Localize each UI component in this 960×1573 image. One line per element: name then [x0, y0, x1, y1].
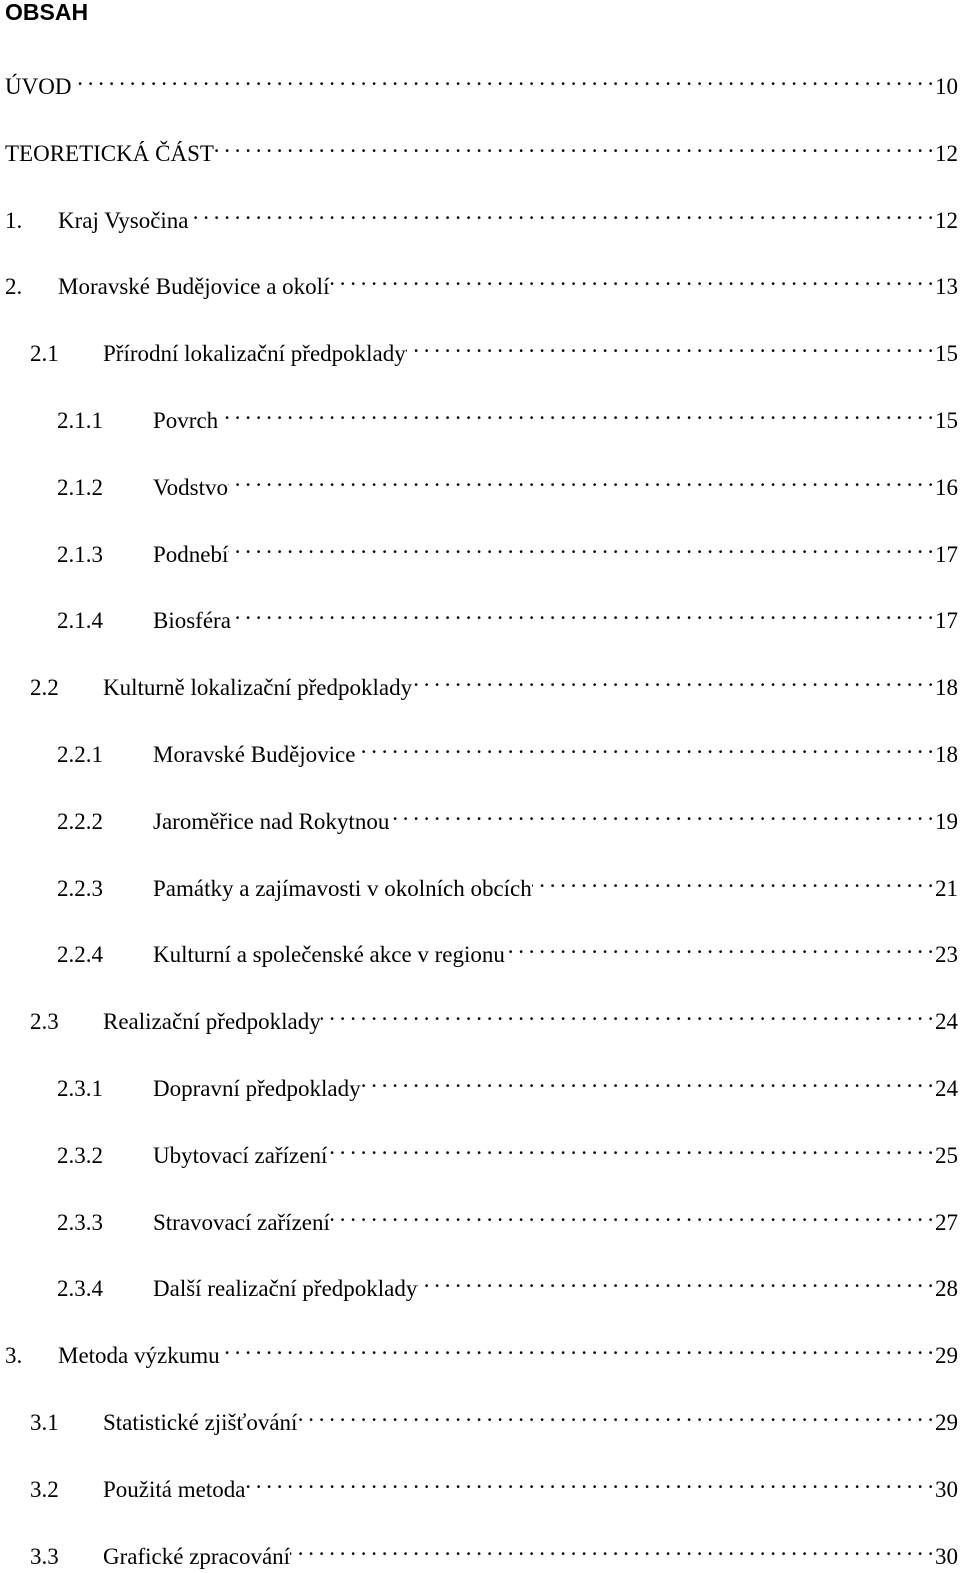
toc-entry[interactable]: [0, 596, 958, 633]
toc-entry-title: Biosféra: [153, 608, 231, 633]
toc-dot-leader: [245, 1465, 933, 1497]
toc-entry-number: 3.3: [30, 1544, 59, 1569]
toc-entry-title: Moravské Budějovice a okolí: [58, 274, 330, 299]
toc-entry[interactable]: [0, 463, 958, 500]
toc-entry-title: Použitá metoda: [103, 1477, 246, 1502]
toc-entry[interactable]: [0, 1198, 958, 1235]
toc-entry-page: 23: [935, 942, 958, 967]
toc-entry[interactable]: [0, 997, 958, 1034]
toc-entry-page: 15: [935, 341, 958, 366]
toc-entry-title: Povrch: [153, 408, 219, 433]
toc-entry[interactable]: [0, 1264, 958, 1301]
toc-entry-title: Realizační předpoklady: [103, 1009, 321, 1034]
toc-entry-number: 3.1: [30, 1410, 59, 1435]
toc-entry[interactable]: [0, 262, 958, 299]
toc-entry-number: 2.3.2: [57, 1143, 103, 1168]
toc-entry[interactable]: [0, 797, 958, 834]
toc-dot-leader: [189, 196, 933, 228]
toc-dot-leader: [71, 62, 933, 94]
toc-entry-page: 29: [935, 1410, 958, 1435]
toc-entry[interactable]: [0, 1131, 958, 1168]
toc-entry-title: Památky a zajímavosti v okolních obcích: [153, 876, 532, 901]
page-title: OBSAH: [5, 0, 89, 25]
toc-entry-title: Jaroměřice nad Rokytnou: [153, 809, 390, 834]
toc-entry-page: 24: [935, 1076, 958, 1101]
toc-dot-leader: [361, 1064, 933, 1096]
toc-entry-page: 15: [935, 408, 958, 433]
toc-entry[interactable]: [0, 730, 958, 767]
toc-entry-title: ÚVOD: [5, 74, 72, 99]
toc-dot-leader: [532, 864, 933, 896]
toc-entry-page: 27: [935, 1210, 958, 1235]
toc-dot-leader: [220, 1331, 933, 1363]
toc-entry[interactable]: [0, 1532, 958, 1569]
toc-dot-leader: [327, 1131, 933, 1163]
toc-dot-leader: [321, 997, 933, 1029]
toc-dot-leader: [297, 1398, 933, 1430]
toc-dot-leader: [228, 463, 933, 495]
toc-entry-title: Přírodní lokalizační předpoklady: [103, 341, 406, 366]
toc-entry-page: 30: [935, 1477, 958, 1502]
toc-entry-number: 3.: [5, 1343, 23, 1368]
toc-entry-title: Podnebí: [153, 542, 229, 567]
toc-dot-leader: [228, 530, 933, 562]
toc-dot-leader: [505, 930, 933, 962]
toc-entry-page: 24: [935, 1009, 958, 1034]
toc-entry[interactable]: [0, 196, 958, 233]
toc-entry-page: 12: [935, 208, 958, 233]
toc-entry-page: 19: [935, 809, 958, 834]
toc-dot-leader: [406, 329, 933, 361]
toc-entry-page: 18: [935, 675, 958, 700]
toc-entry[interactable]: [0, 62, 958, 99]
toc-entry-page: 18: [935, 742, 958, 767]
toc-dot-leader: [330, 1198, 933, 1230]
toc-entry-title: TEORETICKÁ ČÁST: [5, 141, 214, 166]
toc-entry-number: 2.: [5, 274, 23, 299]
toc-entry-page: 17: [935, 608, 958, 633]
toc-entry-title: Metoda výzkumu: [58, 1343, 220, 1368]
toc-entry[interactable]: [0, 1064, 958, 1101]
toc-entry-number: 2.2.2: [57, 809, 103, 834]
toc-entry-number: 2.1.3: [57, 542, 103, 567]
toc-dot-leader: [214, 129, 933, 161]
toc-entry-page: 16: [935, 475, 958, 500]
toc-entry-title: Statistické zjišťování: [103, 1410, 298, 1435]
toc-entry-title: Kulturně lokalizační předpoklady: [103, 675, 413, 700]
toc-entry-title: Stravovací zařízení: [153, 1210, 330, 1235]
toc-dot-leader: [417, 1264, 933, 1296]
toc-entry[interactable]: [0, 129, 958, 166]
toc-entry-number: 2.1.2: [57, 475, 103, 500]
toc-entry-page: 17: [935, 542, 958, 567]
toc-entry[interactable]: [0, 1331, 958, 1368]
toc-entry[interactable]: [0, 663, 958, 700]
toc-entry-title: Ubytovací zařízení: [153, 1143, 328, 1168]
toc-entry-title: Grafické zpracování: [103, 1544, 291, 1569]
toc-entry-page: 30: [935, 1544, 958, 1569]
toc-dot-leader: [290, 1532, 933, 1564]
toc-entry-number: 2.3.3: [57, 1210, 103, 1235]
toc-entry-number: 2.1: [30, 341, 59, 366]
toc-entry[interactable]: [0, 530, 958, 567]
toc-entry-page: 12: [935, 141, 958, 166]
toc-entry-number: 2.1.4: [57, 608, 103, 633]
toc-dot-leader: [329, 262, 933, 294]
toc-entry[interactable]: [0, 1398, 958, 1435]
toc-entry-page: 25: [935, 1143, 958, 1168]
toc-entry-number: 2.3.1: [57, 1076, 103, 1101]
toc-entry[interactable]: [0, 930, 958, 967]
toc-entry[interactable]: [0, 396, 958, 433]
toc-entry-page: 13: [935, 274, 958, 299]
toc-entry-number: 2.2.3: [57, 876, 103, 901]
toc-entry-number: 3.2: [30, 1477, 59, 1502]
toc-entry[interactable]: [0, 329, 958, 366]
toc-dot-leader: [412, 663, 933, 695]
toc-entry-title: Vodstvo: [153, 475, 228, 500]
toc-entry-page: 29: [935, 1343, 958, 1368]
toc-entry-number: 2.3.4: [57, 1276, 103, 1301]
toc-entry-page: 21: [935, 876, 958, 901]
toc-dot-leader: [218, 396, 933, 428]
toc-entry-number: 2.1.1: [57, 408, 103, 433]
toc-entry-number: 2.2: [30, 675, 59, 700]
toc-entry-title: Kulturní a společenské akce v regionu: [153, 942, 505, 967]
toc-dot-leader: [355, 730, 933, 762]
toc-entry-page: 28: [935, 1276, 958, 1301]
toc-entry[interactable]: [0, 864, 958, 901]
toc-entry-page: 10: [935, 74, 958, 99]
toc-entry-number: 2.2.1: [57, 742, 103, 767]
toc-entry[interactable]: [0, 1465, 958, 1502]
toc-entry-title: Kraj Vysočina: [58, 208, 189, 233]
toc-entry-title: Další realizační předpoklady: [153, 1276, 418, 1301]
toc-entry-title: Dopravní předpoklady: [153, 1076, 361, 1101]
toc-entry-number: 1.: [5, 208, 23, 233]
toc-entry-number: 2.3: [30, 1009, 59, 1034]
toc-entry-number: 2.2.4: [57, 942, 103, 967]
toc-entry-title: Moravské Budějovice: [153, 742, 356, 767]
toc-dot-leader: [389, 797, 933, 829]
toc-dot-leader: [231, 596, 933, 628]
